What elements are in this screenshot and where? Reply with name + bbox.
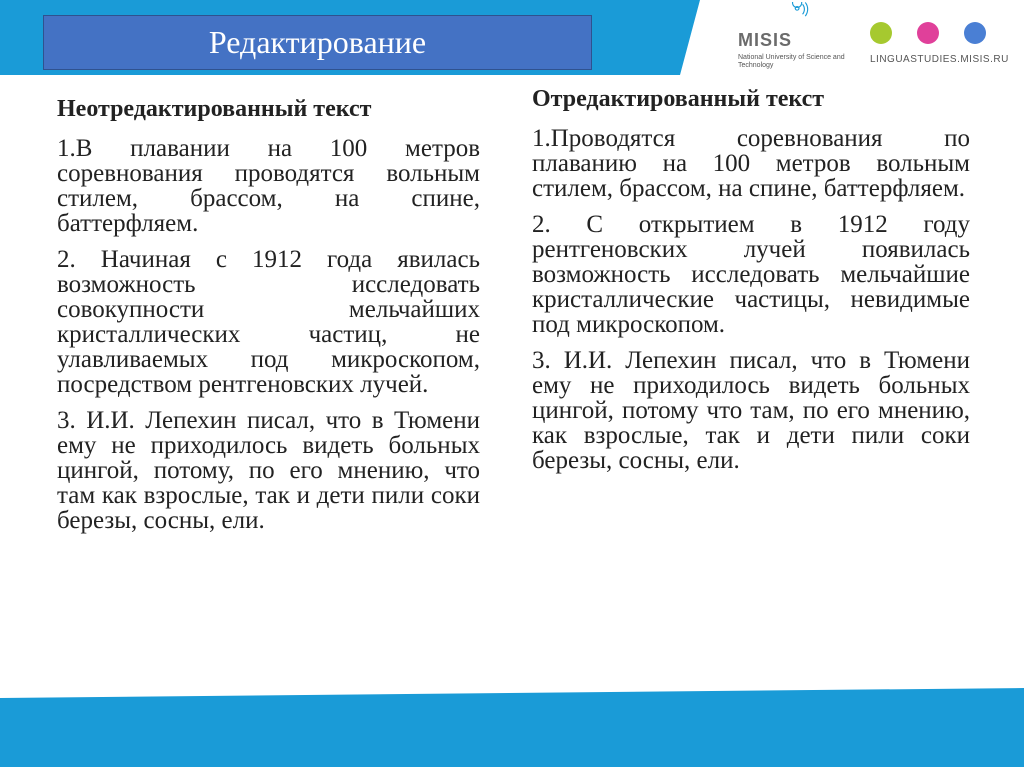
unedited-column [57,97,480,544]
bottom-banner [0,688,1024,767]
site-url: LINGUASTUDIES.MISIS.RU [870,54,1009,65]
pink-dot-icon [917,22,939,44]
edited-item-3: 3. И.И. Лепехин писал, что в Тюмени ему не приходилось видеть больных цингой, потому что там, по его мнению, как взрослые, так и дети пили соки березы, сосны, ели. [532,347,970,474]
unedited-heading: Неотредактированный текст [57,96,372,122]
green-dot-icon [870,22,892,44]
blue-dot-icon [964,22,986,44]
misis-logo-icon [738,2,838,32]
edited-heading: Отредактированный текст [532,86,825,112]
unedited-item-1: 1.В плавании на 100 метров соревнования проводятся вольным стилем, брассом, на спине, баттерфляем. [57,135,480,237]
logo-brand: MISIS [738,30,793,50]
slide-title-box [43,15,592,70]
bottom-banner-edge [0,688,1024,698]
unedited-item-2: 2. Начиная с 1912 года явилась возможность исследовать совокупности мельчайших кристаллических частиц, не улавливаемых под микроскопом, посредством рентгеновских лучей. [57,246,480,398]
unedited-item-3: 3. И.И. Лепехин писал, что в Тюмени ему не приходилось видеть больных цингой, потому, по его мнению, что там как взрослые, так и дети пили соки березы, сосны, ели. [57,407,480,534]
logo-subtitle: National University of Science and Technology [738,54,845,69]
edited-item-1: 1.Проводятся соревнования по плаванию на 100 метров вольным стилем, брассом, на спине, баттерфляем. [532,125,970,202]
edited-column [532,87,970,484]
slide-title: Редактирование [208,24,427,60]
edited-item-2: 2. С открытием в 1912 году рентгеновских лучей появилась возможность исследовать мельчайшие кристаллические частицы, невидимые под микроскопом. [532,211,970,338]
